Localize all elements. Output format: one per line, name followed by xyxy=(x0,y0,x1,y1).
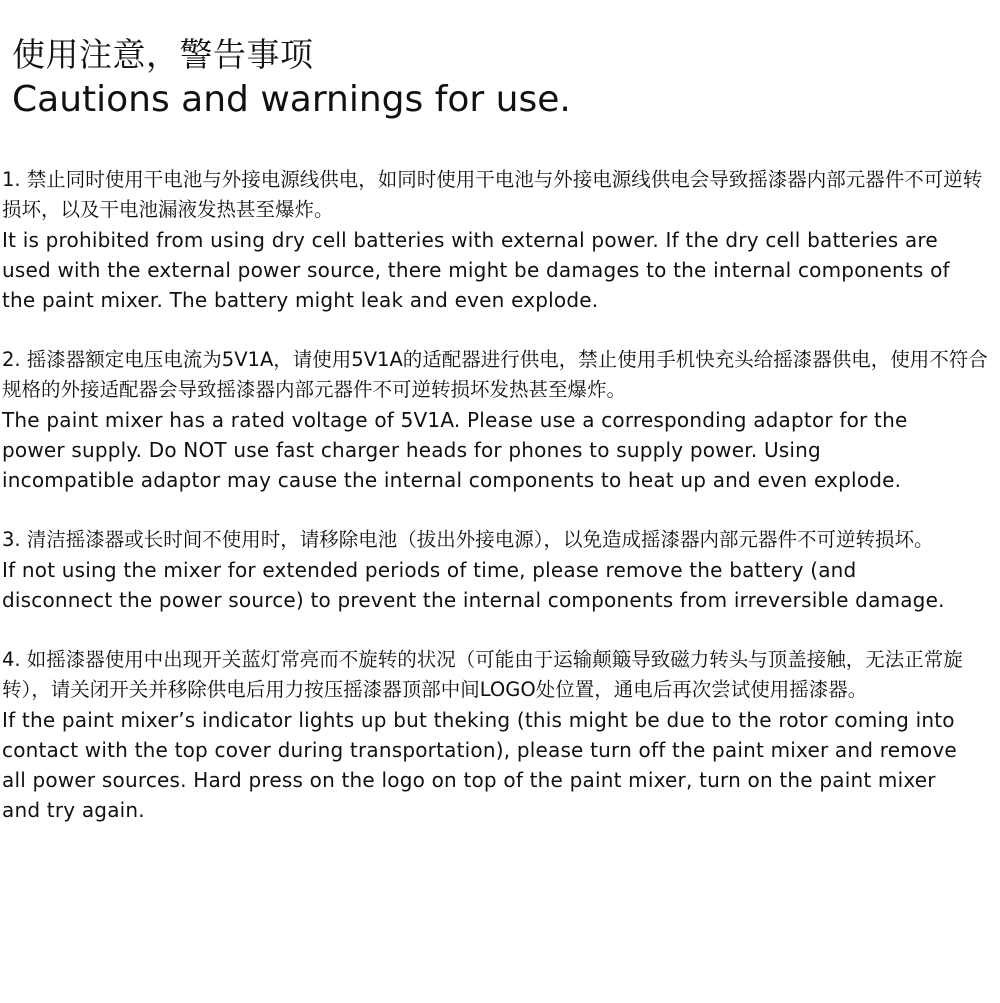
caution-1-english-line-1: It is prohibited from using dry cell batteries with external power. If the dry cell batteries are xyxy=(2,228,938,252)
caution-item-1 xyxy=(2,165,992,315)
caution-list xyxy=(2,165,992,855)
caution-4-english-line-3: all power sources. Hard press on the logo on top of the paint mixer, turn on the paint mixer xyxy=(2,768,936,792)
caution-1-chinese-text: 1. 禁止同时使用干电池与外接电源线供电，如同时使用干电池与外接电源线供电会导致摇漆器内部元器件不可逆转损坏，以及干电池漏液发热甚至爆炸。 xyxy=(2,168,983,221)
caution-2-english-line-3: incompatible adaptor may cause the internal components to heat up and even explode. xyxy=(2,468,902,492)
caution-item-2 xyxy=(2,345,992,495)
title-english: Cautions and warnings for use. xyxy=(12,79,571,120)
caution-1-english-line-3: the paint mixer. The battery might leak and even explode. xyxy=(2,288,599,312)
caution-4-english-line-2: contact with the top cover during transportation), please turn off the paint mixer and remove xyxy=(2,738,957,762)
caution-2-chinese-text: 2. 摇漆器额定电压电流为5V1A，请使用5V1A的适配器进行供电，禁止使用手机快充头给摇漆器供电，使用不符合规格的外接适配器会导致摇漆器内部元器件不可逆转损坏发热甚至爆炸。 xyxy=(2,348,988,401)
caution-4-english-line-4: and try again. xyxy=(2,798,145,822)
caution-item-4 xyxy=(2,645,992,825)
caution-3-english-line-2: disconnect the power source) to prevent the internal components from irreversible damage. xyxy=(2,588,945,612)
title-chinese: 使用注意，警告事项 xyxy=(12,35,314,74)
document-header xyxy=(12,33,982,123)
caution-4-english-line-1: If the paint mixer’s indicator lights up but theking (this might be due to the rotor coming into xyxy=(2,708,955,732)
caution-item-3 xyxy=(2,525,992,615)
caution-2-english-line-2: power supply. Do NOT use fast charger heads for phones to supply power. Using xyxy=(2,438,821,462)
caution-1-english-line-2: used with the external power source, there might be damages to the internal components of xyxy=(2,258,950,282)
caution-4-chinese-text: 4. 如摇漆器使用中出现开关蓝灯常亮而不旋转的状况（可能由于运输颠簸导致磁力转头与顶盖接触，无法正常旋转），请关闭开关并移除供电后用力按压摇漆器顶部中间LOGO处位置，通电后再次尝试使用摇漆器。 xyxy=(2,648,963,701)
caution-3-english-line-1: If not using the mixer for extended periods of time, please remove the battery (and xyxy=(2,558,857,582)
caution-3-chinese-text: 3. 清洁摇漆器或长时间不使用时，请移除电池（拔出外接电源），以免造成摇漆器内部元器件不可逆转损坏。 xyxy=(2,528,934,551)
caution-2-english-line-1: The paint mixer has a rated voltage of 5V1A. Please use a corresponding adaptor for the xyxy=(2,408,908,432)
